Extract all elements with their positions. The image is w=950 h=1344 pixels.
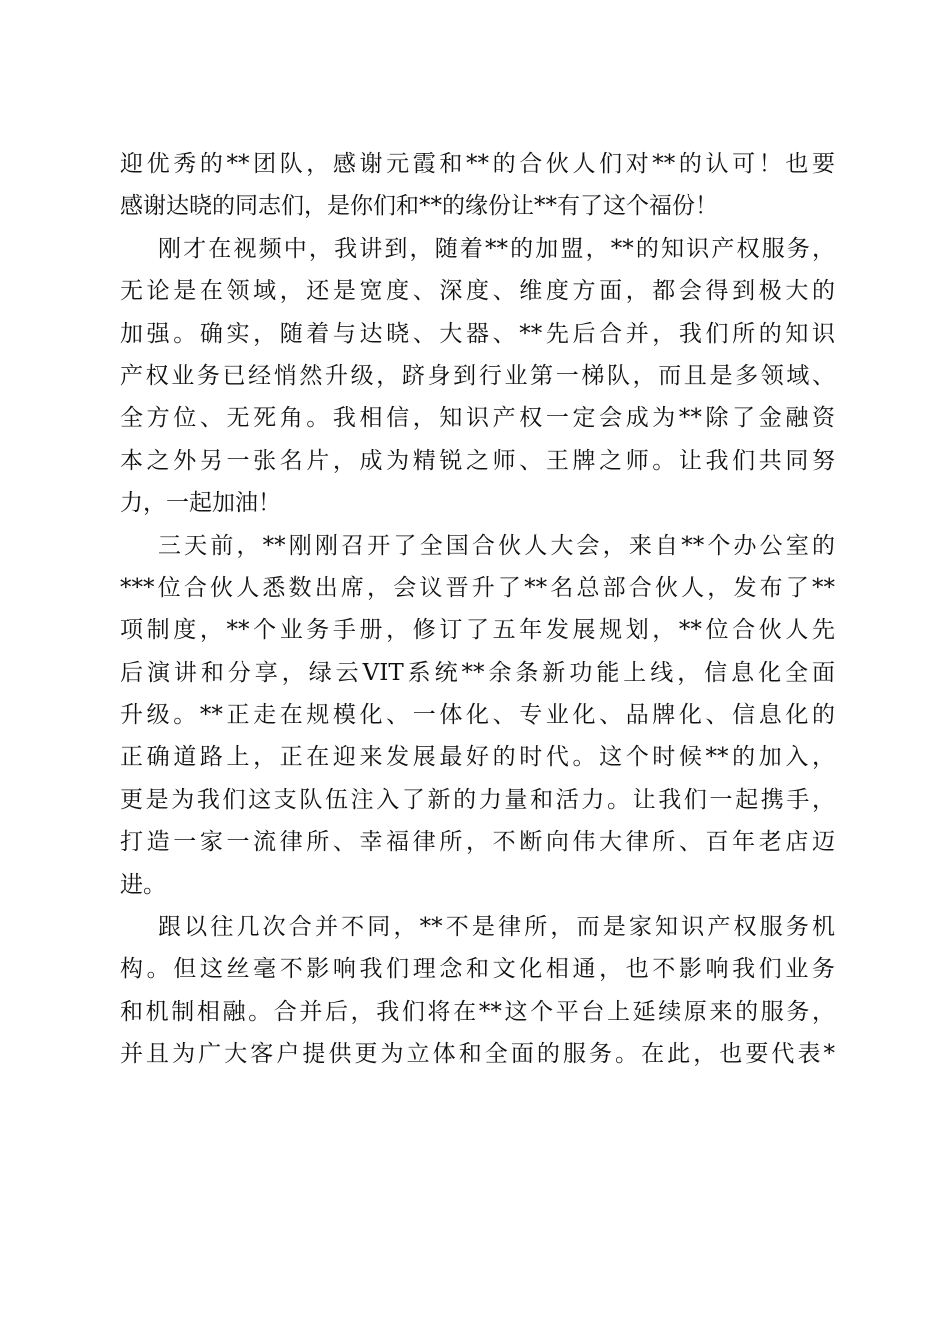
- paragraph-first-line: 跟以往几次合并不同，**不是律所，而是家知识产权服务机: [158, 914, 835, 941]
- text-line: 并且为广大客户提供更为立体和全面的服务。在此，也要代表*: [120, 1041, 835, 1068]
- body-text: [120, 143, 835, 1076]
- paragraph-first-line: 三天前，**刚刚召开了全国合伙人大会，来自**个办公室的: [158, 532, 835, 559]
- text-line: ***位合伙人悉数出席，会议晋升了**名总部合伙人，发布了**: [120, 574, 835, 601]
- text-line: 构。但这丝毫不影响我们理念和文化相通，也不影响我们业务: [120, 956, 835, 983]
- paragraph-first-line: 刚才在视频中，我讲到，随着**的加盟，**的知识产权服务，: [158, 235, 835, 262]
- text-line: 后演讲和分享，绿云VIT系统**余条新功能上线，信息化全面: [120, 659, 835, 686]
- text-line: 感谢达晓的同志们，是你们和**的缘份让**有了这个福份！: [120, 193, 718, 220]
- text-line: 项制度，**个业务手册，修订了五年发展规划，**位合伙人先: [120, 617, 835, 644]
- text-line: 进。: [120, 871, 166, 898]
- text-line: 本之外另一张名片，成为精锐之师、王牌之师。让我们共同努: [120, 447, 835, 474]
- text-line: 无论是在领域，还是宽度、深度、维度方面，都会得到极大的: [120, 278, 835, 305]
- text-line: 加强。确实，随着与达晓、大器、**先后合并，我们所的知识: [120, 320, 835, 347]
- text-line: 迎优秀的**团队，感谢元霞和**的合伙人们对**的认可！也要: [120, 151, 835, 177]
- text-line: 升级。**正走在规模化、一体化、专业化、品牌化、信息化的: [120, 702, 835, 729]
- text-line: 正确道路上，正在迎来发展最好的时代。这个时候**的加入，: [120, 744, 835, 771]
- text-line: 力，一起加油！: [120, 490, 281, 517]
- text-line: 打造一家一流律所、幸福律所，不断向伟大律所、百年老店迈: [120, 829, 835, 856]
- text-line: 和机制相融。合并后，我们将在**这个平台上延续原来的服务，: [120, 998, 835, 1025]
- text-line: 全方位、无死角。我相信，知识产权一定会成为**除了金融资: [120, 405, 835, 432]
- text-line: 产权业务已经悄然升级，跻身到行业第一梯队，而且是多领域、: [120, 362, 835, 389]
- text-line: 更是为我们这支队伍注入了新的力量和活力。让我们一起携手，: [120, 786, 835, 813]
